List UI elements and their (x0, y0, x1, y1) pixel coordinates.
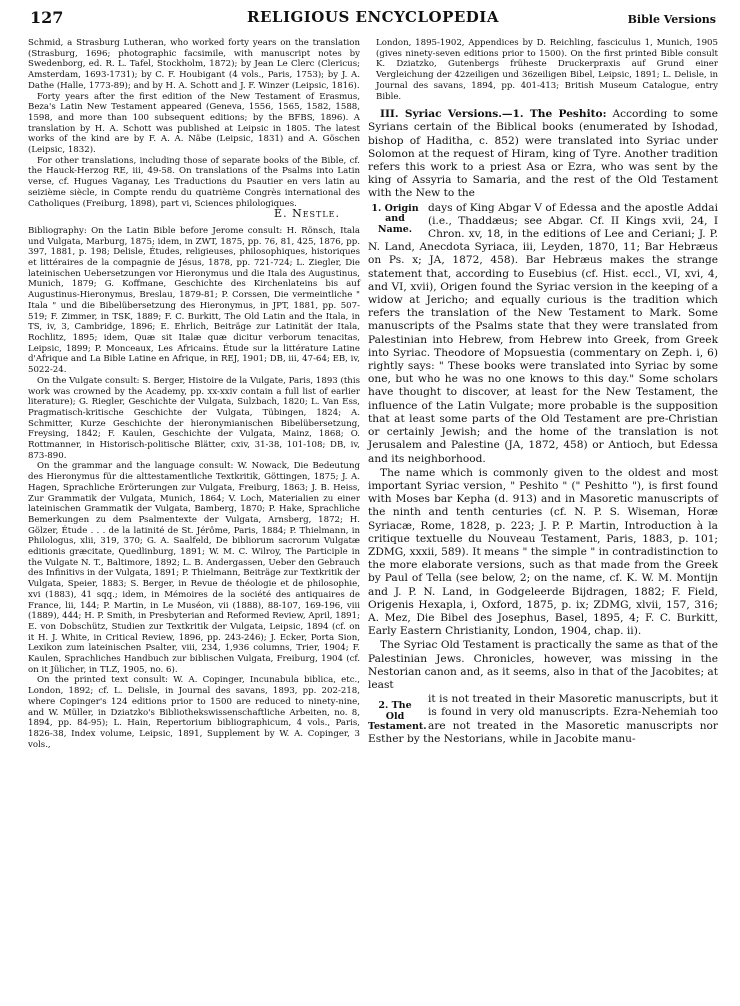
left-column (28, 38, 360, 750)
section-title: Bible Versions (627, 13, 716, 26)
paragraph: it is not treated in their Masoretic manuscripts, but it is found in very old manuscripts. Ezra-Nehemiah too are not treated in the Masoretic manuscripts nor Esther by the Nestorians, while in Jacobite manu- (368, 693, 718, 745)
section-heading: III. Syriac Versions.—1. The Peshito: (380, 108, 607, 121)
paragraph: Schmid, a Strasburg Lutheran, who worked forty years on the translation (Strasburg, 1696; photographic facsimile, with manuscript notes by Swedenborg, ed. R. L. Tafel, Stockholm, 1872); by Jean Le Clerc (Clericus; Amsterdam, 1693-1731); by C. F. Houbigant (4 vols., Paris, 1753); by J. A. Dathe (Halle, 1773-89); and by H. A. Schott and J. F. Winzer (Leipsic, 1816). (28, 38, 360, 91)
paragraph: The name which is commonly given to the oldest and most important Syriac version, " Peshito " (" Peshitto "), is first found with Moses bar Kepha (d. 913) and in Masoretic manuscripts of the ninth and tenth centuries (cf. N. P. S. Wiseman, Horæ Syriacæ, Rome, 1828, p. 223; J. P. P. Martin, Introduction à la critique textuelle du Nouveau Testament, Paris, 1883, p. 101; ZDMG, xxxii, 589). It means " the simple " in contradistinction to the more elaborate versions, such as that made from the Greek by Paul of Tella (see below, 2; on the name, cf. K. W. M. Montijn and J. P. N. Land, in Godgeleerde Bijdragen, 1882; F. Field, Origenis Hexapla, i, Oxford, 1875, p. ix; ZDMG, xlvii, 157, 316; A. Mez, Die Bibel des Josephus, Basel, 1895, 4; F. C. Burkitt, Early Eastern Christianity, London, 1904, chap. ii). (368, 466, 718, 638)
side-heading: 1. Origin and Name. (371, 202, 419, 235)
bibliography-paragraph: Bibliography: On the Latin Bible before Jerome consult: H. Rönsch, Itala und Vulgata, Marburg, 1875; idem, in ZWT, 1875, pp. 76, 81, 425, 1876, pp. 397, 1881, p. 198; Delisle, Études, religieuses, philosophiques, historiques et littéraires de la compagnie de Jésus, 1878, pp. 721-724; L. Ziegler, Die lateinischen Uebersetzungen vor Hieronymus und die Itala des Augustinus, Munich, 1879; G. Koffmane, Geschichte des Kirchenlateins bis auf Augustinus-Hieronymus, Breslau, 1879-81; P. Corssen, Die vermeintliche " Itala " und die Bibelübersetzung des Hieronymus, in JPT, 1881, pp. 507-519; F. Zimmer, in TSK, 1889; F. C. Burkitt, The Old Latin and the Itala, in TS, iv, 3, Cambridge, 1896; E. Ehrlich, Beiträge zur Latinität der Itala, Rochlitz, 1895; idem, Quæ sit Italæ quæ dicitur verborum tenacitas, Leipsic, 1899; P. Monceaux, Les Africains. Étude sur la littérature Latine d'Afrique and La Bible Latine en Afrique, in REJ, 1901; DB, iii, 47-64; EB, iv, 5022-24. (28, 225, 360, 376)
paragraph: days of King Abgar V of Edessa and the apostle Addai (i.e., Thaddæus; see Abgar. Cf. II Kings xvii, 24, I Chron. xv, 18, in the editions of Lee and Ceriani; J. P. N. Land, Anecdota Syriaca, iii, Leyden, 1870, 11; Bar Hebræus on Ps. x; JA, 1872, 458). Bar Hebræus makes the strange statement that, according to Eusebius (cf. Hist. eccl., VI, xvi, 4, and VI, xvii), Origen found the Syriac version in the keeping of a widow at Jericho; and equally curious is the tradition which refers the translation of the New Testament to Mark. Some manuscripts of the Psalms state that they were translated from Palestinian into Hebrew, from Hebrew into Greek, from Greek into Syriac. Theodore of Mopsuestia (commentary on Zeph. i, 6) rightly says: " These books were translated into Syriac by some one, but who he was no one knows to this day." Some scholars have thought to discover, at least for the New Testament, the influence of the Latin Vulgate; more probable is the supposition that at least some parts of the Old Testament are pre-Christian or certainly Jewish; and the home of the translation is not Jerusalem and Palestine (JA, 1872, 458) or Antioch, but Edessa and its neighborhood. (368, 201, 718, 465)
paragraph: Forty years after the first edition of the New Testament of Erasmus, Beza's Latin New Testament appeared (Geneva, 1556, 1565, 1582, 1588, 1598, and more than 100 subsequent editions; by the BFBS, 1896). A translation by H. A. Schott was published at Leipsic in 1805. The latest works of the kind are by F. A. A. Näbe (Leipsic, 1831) and A. Göschen (Leipsic, 1832). (28, 91, 360, 156)
bibliography-continuation: London, 1895-1902, Appendices by D. Reichling, fasciculus 1, Munich, 1905 (gives ninety-seven editions prior to 1500). On the first printed Bible consult K. Dziatzko, Gutenbergs früheste Druckerpraxis auf Grund einer Vergleichung der 42zeiligen und 36zeiligen Bibel, Leipsic, 1891; L. Delisle, in Journal des savans, 1894, pp. 401-413; British Museum Catalogue, entry Bible. (376, 38, 718, 102)
side-heading: 2. The Old Testament. (368, 700, 427, 733)
paragraph: For other translations, including those of separate books of the Bible, cf. the Hauck-Herzog RE, iii, 49-58. On translations of the Psalms into Latin verse, cf. Hugues Vaganay, Les Traductions du Psautier en vers latin au seizième siècle, in Compte rendu du quatrième Congrès international des Catholiques (Freiburg, 1898), part vi, Sciences philologiques. (28, 155, 360, 209)
author-signature: E. Nestle. (274, 207, 340, 221)
bibliography-paragraph: On the Vulgate consult: S. Berger, Histoire de la Vulgate, Paris, 1893 (this work was crowned by the Academy, pp. xx-xxiv contain a full list of earlier literature); G. Riegler, Geschichte der Vulgata, Sulzbach, 1820; L. Van Ess, Pragmatisch-kritische Geschichte der Vulgata, Tübingen, 1824; A. Schmitter, Kurze Geschichte der hieronymianischen Bibelübersetzung, Freysing, 1842; F. Kaulen, Geschichte der Vulgata, Mainz, 1868; O. Rottmanner, in Historisch-politische Blätter, cxiv, 31-38, 101-108; DB, iv, 873-890. (28, 375, 360, 461)
paragraph-text: According to some Syrians certain of the Biblical books (enumerated by Ishodad, bishop of Haditha, c. 852) were translated into Syriac under Solomon at the request of Hiram, king of Tyre. Another tradition refers this work to a priest Asa or Ezra, who was sent by the king of Assyria to Samaria, and the rest of the Old Testament with the New to the (368, 108, 718, 200)
page-header (30, 8, 716, 30)
page-number: 127 (30, 8, 64, 27)
paragraph: The Syriac Old Testament is practically the same as that of the Palestinian Jews. Chronicles, however, was missing in the Nestorian canon and, as it seems, also in that of the Jacobites; at least (368, 639, 718, 691)
bibliography-paragraph: On the grammar and the language consult: W. Nowack, Die Bedeutung des Hieronymus für die alttestamentliche Textkritik, Göttingen, 1875; J. A. Hagen, Sprachliche Erörterungen zur Vulgata, Freiburg, 1863; J. B. Heiss, Zur Grammatik der Vulgata, Munich, 1864; V. Loch, Materialien zu einer lateinischen Grammatik der Vulgata, Bamberg, 1870; P. Hake, Sprachliche Bemerkungen zu dem Psalmentexte der Vulgata, Arnsberg, 1872; H. Gölzer, Étude . . . de la latinité de St. Jérôme, Paris, 1884; P. Thielmann, in Philologus, xlii, 319, 370; G. A. Saalfeld, De bibliorum sacrorum Vulgatæ editionis græcitate, Quedlinburg, 1891; W. M. C. Wilroy, The Participle in the Vulgate N. T., Baltimore, 1892; L. B. Andergassen, Ueber den Gebrauch des Infinitivs in der Vulgata, 1891; P. Thielmann, Beiträge zur Textkritik der Vulgata, Speier, 1883; S. Berger, in Revue de théologie et de philosophie, xvi (1883), 41 sqq.; idem, in Mémoires de la société des antiquaires de France, lii, 144; P. Martin, in Le Muséon, vii (1888), 88-107, 169-196, viii (1889), 444; H. P. Smith, in Presbyterian and Reformed Review, April, 1891; E. von Dobschütz, Studien zur Textkritik der Vulgata, Leipsic, 1894 (cf. on it H. J. White, in Critical Review, 1896, pp. 243-246); J. Ecker, Porta Sion, Lexikon zum lateinischen Psalter, viii, 234, 1,936 columns, Trier, 1904; F. Kaulen, Sprachliches Handbuch zur biblischen Vulgata, Freiburg, 1904 (cf. on it Jülicher, in TLZ, 1905, no. 6). (28, 461, 360, 675)
running-title: RELIGIOUS ENCYCLOPEDIA (247, 8, 499, 26)
right-column (368, 38, 718, 747)
paragraph (368, 108, 718, 200)
bibliography-paragraph: On the printed text consult: W. A. Copinger, Incunabula biblica, etc., London, 1892; cf. L. Delisle, in Journal des savans, 1893, pp. 202-218, where Copinger's 124 editions prior to 1500 are reduced to ninety-nine, and W. Müller, in Dziatzko's Bibliothekswissenschaftliche Arbeiten, no. 8, 1894, pp. 84-95); L. Hain, Repertorium bibliographicum, 4 vols., Paris, 1826-38, Index volume, Leipsic, 1891, Supplement by W. A. Copinger, 3 vols., (28, 675, 360, 750)
